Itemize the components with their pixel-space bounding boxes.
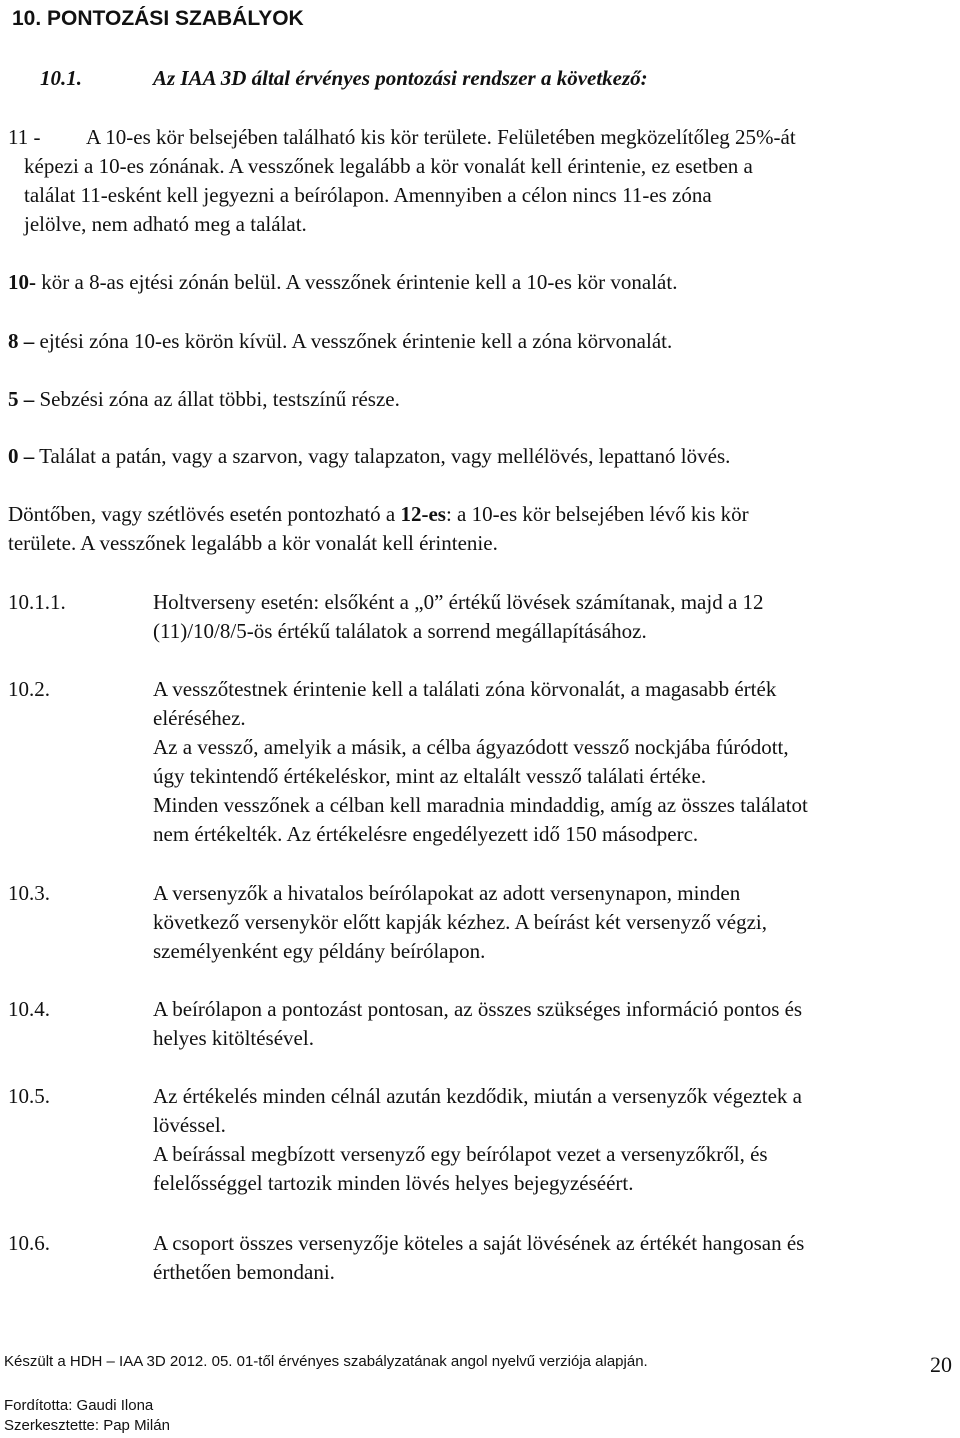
section-line: helyes kitöltésével. — [153, 1026, 314, 1050]
page-heading: 10. PONTOZÁSI SZABÁLYOK — [12, 7, 304, 30]
tiebreak-bold-score: 12-es — [400, 502, 446, 526]
score-11-line: képezi a 10-es zónának. A vesszőnek legalább a kör vonalát kell érintenie, ez esetben a — [24, 154, 753, 178]
tiebreak-line-1 — [8, 500, 948, 529]
section-line: (11)/10/8/5-ös értékű találatok a sorrend megállapításához. — [153, 619, 647, 643]
section-number: 10.5. — [8, 1084, 50, 1108]
section-line: Minden vesszőnek a célban kell maradnia mindaddig, amíg az összes találatot — [153, 793, 808, 817]
section-body — [153, 879, 948, 966]
section-body — [153, 588, 948, 646]
score-label-8: 8 – — [8, 329, 35, 353]
footer-note: Készült a HDH – IAA 3D 2012. 05. 01-től érvényes szabályzatának angol nyelvű verziója alapján. — [4, 1353, 648, 1370]
section-body — [153, 1082, 948, 1198]
footer-translator: Fordította: Gaudi Ilona — [4, 1397, 154, 1414]
score-11-line: jelölve, nem adható meg a találat. — [24, 212, 307, 236]
page-number: 20 — [930, 1352, 952, 1377]
section-line: lövéssel. — [153, 1113, 226, 1137]
section-number: 10.3. — [8, 881, 50, 905]
section-number: 10.6. — [8, 1231, 50, 1255]
section-line: úgy tekintendő értékeléskor, mint az eltalált vessző találati értéke. — [153, 764, 707, 788]
section-line: személyenként egy példány beírólapon. — [153, 939, 486, 963]
tiebreak-line-2: területe. A vesszőnek legalább a kör vonalát kell érintenie. — [8, 531, 498, 555]
section-number: 10.1.1. — [8, 590, 66, 614]
section-body — [153, 675, 948, 849]
section-body — [153, 1229, 948, 1287]
tiebreak-text-after: : a 10-es kör belsejében lévő kis kör — [445, 502, 749, 526]
section-number: 10.4. — [8, 997, 50, 1021]
section-line: A beírólapon a pontozást pontosan, az összes szükséges információ pontos és — [153, 997, 803, 1021]
section-line: felelősséggel tartozik minden lövés helyes bejegyzéséért. — [153, 1171, 634, 1195]
section-line: Holtverseny esetén: elsőként a „0” értékű lövések számítanak, majd a 12 — [153, 590, 764, 614]
score-5-item — [8, 385, 400, 414]
section-line: érthetően bemondani. — [153, 1260, 335, 1284]
section-line: A csoport összes versenyzője köteles a saját lövésének az értékét hangosan és — [153, 1231, 805, 1255]
score-label-5: 5 – — [8, 387, 35, 411]
score-label-10: 10- — [8, 270, 36, 294]
footer-editor: Szerkesztette: Pap Milán — [4, 1417, 170, 1434]
score-11-line: A 10-es kör belsejében található kis kör területe. Felületében megközelítőleg 25%-át — [86, 125, 796, 149]
score-label-11: 11 - — [8, 125, 41, 149]
score-label-0: 0 – — [8, 444, 35, 468]
score-8-description: ejtési zóna 10-es körön kívül. A vesszőnek érintenie kell a zóna körvonalát. — [34, 329, 673, 353]
score-11-line: találat 11-esként kell jegyezni a beírólapon. Amennyiben a célon nincs 11-es zóna — [24, 183, 712, 207]
section-number: 10.2. — [8, 677, 50, 701]
score-11-description — [24, 123, 956, 239]
section-line: eléréséhez. — [153, 706, 246, 730]
section-line: Az a vessző, amelyik a másik, a célba ágyazódott vessző nockjába fúródott, — [153, 735, 789, 759]
section-line: Az értékelés minden célnál azután kezdődik, miután a versenyzők végeztek a — [153, 1084, 802, 1108]
score-5-description: Sebzési zóna az állat többi, testszínű része. — [34, 387, 400, 411]
section-body — [153, 995, 948, 1053]
score-0-description: Találat a patán, vagy a szarvon, vagy talapzaton, vagy mellélövés, lepattanó lövés. — [34, 444, 731, 468]
score-8-item — [8, 327, 672, 356]
section-line: A beírással megbízott versenyző egy beírólapot vezet a versenyzőkről, és — [153, 1142, 768, 1166]
section-line: következő versenykör előtt kapják kézhez. A beírást két versenyző végzi, — [153, 910, 768, 934]
score-10-description: kör a 8-as ejtési zónán belül. A vesszőnek érintenie kell a 10-es kör vonalát. — [36, 270, 678, 294]
section-line: A vesszőtestnek érintenie kell a találati zóna körvonalát, a magasabb érték — [153, 677, 777, 701]
score-0-item — [8, 442, 730, 471]
score-10-item — [8, 268, 677, 297]
subheading-number: 10.1. — [40, 66, 82, 90]
section-line: nem értékelték. Az értékelésre engedélyezett idő 150 másodperc. — [153, 822, 699, 846]
tiebreak-text-before: Döntőben, vagy szétlövés esetén pontozható a — [8, 502, 401, 526]
subheading-text: Az IAA 3D által érvényes pontozási rendszer a következő: — [153, 66, 648, 90]
section-line: A versenyzők a hivatalos beírólapokat az adott versenynapon, minden — [153, 881, 741, 905]
tiebreak-paragraph — [8, 500, 948, 558]
